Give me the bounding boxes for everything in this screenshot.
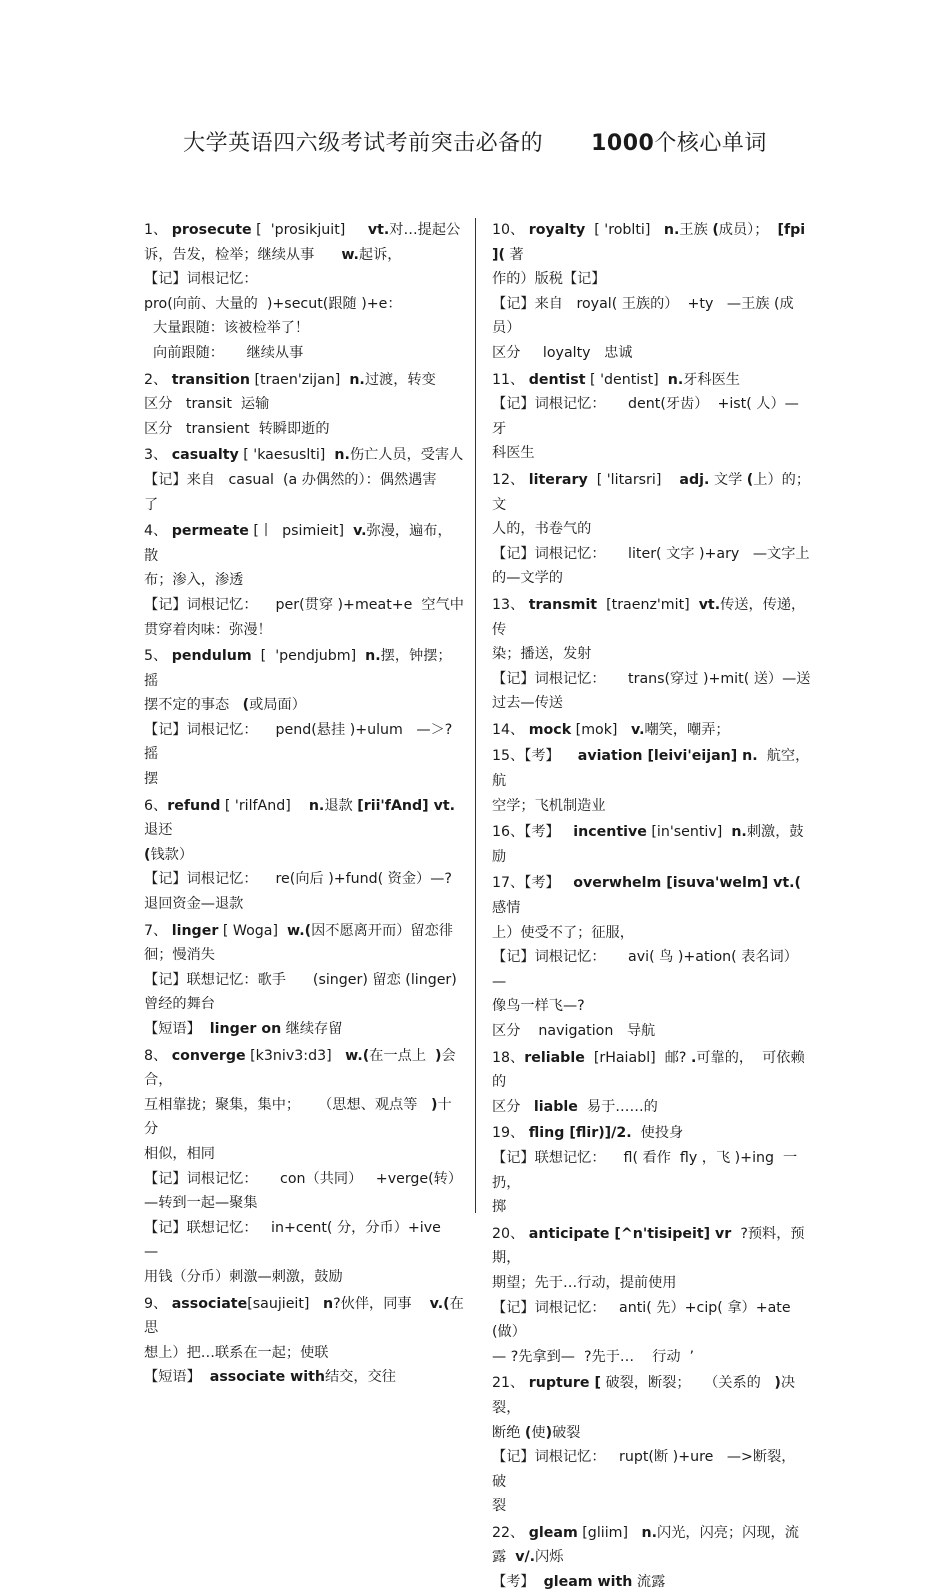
entry-line [492, 744, 812, 793]
entry-line [492, 921, 812, 946]
text: 【记】词根记忆： avi( 鸟 )+ation( 表名词）— [492, 949, 798, 990]
bold-text: v/. [515, 1549, 536, 1566]
entry-line [492, 1494, 812, 1519]
bold-text: . [690, 1049, 697, 1066]
text: 科医生 [492, 445, 535, 462]
text: 文学 [709, 471, 747, 488]
entry-line [492, 1296, 812, 1345]
bold-text: v. [353, 523, 367, 540]
entry-line [144, 417, 464, 442]
entry-line [492, 1371, 812, 1420]
text: 过渡，转变 [364, 371, 436, 388]
text: 传送，传递，传 [492, 596, 806, 638]
entry-line [144, 968, 464, 993]
bold-text: casualty [171, 447, 239, 464]
bold-text: royalty [528, 222, 586, 238]
text: 在思 [144, 1295, 464, 1337]
text: 3、 [144, 447, 172, 464]
bold-text: vt. [367, 222, 390, 238]
entry-line [492, 994, 812, 1019]
entry-line [492, 1271, 812, 1296]
text: 摆，钟摆；摇 [144, 648, 452, 689]
bold-text: linger [171, 922, 219, 939]
bold-text: ( [712, 222, 719, 238]
entry-line [492, 1345, 812, 1370]
text: 【记】联想记忆：歌手 (singer) 留恋 (linger) [144, 971, 457, 988]
bold-text: overwhelm [isuva'welm] vt.( [573, 875, 802, 892]
text: 人的，书卷气的 [492, 521, 592, 538]
text: 12、 [492, 471, 529, 488]
text: 过去—传送 [492, 695, 563, 712]
text: 【记】词根记忆： pend(悬挂 )+ulum —＞?摇 [144, 721, 453, 763]
entry-line [144, 1365, 464, 1390]
bold-text: ) [435, 1047, 442, 1064]
text: 区分 transient 转瞬即逝的 [144, 420, 330, 437]
text: 王族 [679, 222, 713, 238]
bold-text: rupture [ [528, 1375, 601, 1392]
text: — ?先拿到— ?先于… 行动 ’ [492, 1348, 695, 1365]
entry-line [144, 943, 464, 968]
text: 退回资金—退款 [144, 896, 244, 913]
left-column [144, 218, 464, 1390]
bold-text: w.( [345, 1047, 370, 1064]
text: 想上）把…联系在一起；使联 [144, 1344, 329, 1361]
text: 【记】词根记忆： anti( 先）+cip( 拿）+ate(做） [492, 1299, 791, 1341]
entry-line [144, 843, 464, 868]
entry-line [144, 794, 464, 843]
entry-line [144, 1142, 464, 1167]
text: 了 [144, 496, 159, 513]
bold-text: n [323, 1295, 334, 1312]
text: [ 'dentist] [585, 371, 668, 388]
text: 8、 [144, 1047, 172, 1064]
text: 【记】联想记忆： in+cent( 分，分币）+ive — [144, 1219, 455, 1261]
entry-line [492, 667, 812, 692]
text: [ 'rilfAnd] [220, 797, 309, 814]
title-text: 大学英语四六级考试考前突击必备的 [183, 131, 544, 156]
entry-line [144, 1265, 464, 1290]
bold-text: incentive [573, 824, 647, 841]
bold-text: n. [731, 824, 747, 841]
text: 掷 [492, 1199, 507, 1216]
text: 区分 loyalty 忠诚 [492, 344, 633, 361]
text: 会合， [144, 1047, 456, 1089]
text: 曾经的舞台 [144, 996, 215, 1013]
text: 继续存留 [281, 1021, 343, 1037]
entry-line [492, 945, 812, 994]
text: 染；播送，发射 [492, 646, 592, 663]
text: 用钱（分币）刺激—刺激，鼓励 [144, 1268, 343, 1285]
text: [ 'litarsri] [587, 471, 680, 488]
text: 使 [531, 1424, 546, 1441]
bold-text: gleam [528, 1524, 578, 1541]
text: [in'sentiv] [646, 824, 732, 841]
bold-text: [rii'fAnd] vt. [357, 797, 456, 814]
text: 牙科医生 [683, 371, 740, 388]
text: 【记】词根记忆： [144, 271, 258, 288]
text: 【考】 [492, 1574, 544, 1591]
bold-text: v. [630, 721, 645, 738]
entry-line [492, 871, 812, 920]
bold-text: associate with [209, 1369, 326, 1386]
entry-line [492, 441, 812, 466]
entry-line [144, 767, 464, 792]
text: 对…提起公 [389, 222, 461, 238]
text: 决裂， [492, 1375, 796, 1416]
text: 【记】词根记忆： dent(牙齿） +ist( 人）—牙 [492, 396, 799, 437]
text: 露 [492, 1549, 516, 1566]
text: 6、 [144, 797, 168, 814]
entry-line [492, 1121, 812, 1146]
text: pro(向前、大量的 )+secut(跟随 )+e： [144, 295, 402, 312]
entry-line [492, 392, 812, 441]
text: [k3niv3:d3] [245, 1047, 346, 1064]
text: 【记】来自 casual (a 办偶然的）：偶然遇害 [144, 471, 437, 488]
entry-line [144, 1117, 464, 1142]
text: 摆 [144, 771, 159, 788]
text: 诉，告发，检举；继续从事 [144, 246, 342, 263]
text: 20、 [492, 1225, 529, 1242]
text: [ 'prosikjuit] [251, 222, 368, 238]
text: 起诉， [358, 246, 402, 263]
entry-line [492, 218, 812, 267]
text: 上）的；文 [492, 471, 811, 513]
entry-line [492, 1521, 812, 1546]
entry-line [492, 691, 812, 716]
bold-text: n. [667, 371, 684, 388]
entry-line [144, 468, 464, 493]
text: 破裂，断裂； （关系的 [600, 1375, 775, 1392]
entry-line [144, 1191, 464, 1216]
bold-text: transmit [528, 596, 598, 613]
entry-line [492, 1095, 812, 1120]
text: 区分 [492, 1098, 534, 1115]
entry-line [492, 1445, 812, 1494]
text: 区分 transit 运输 [144, 396, 270, 413]
text: 感情 [492, 875, 811, 917]
title-number: 1000 [591, 131, 655, 156]
entry-line [144, 1017, 464, 1042]
bold-text: ) [774, 1375, 781, 1392]
entry-line [144, 992, 464, 1017]
entry-line [144, 392, 464, 417]
entry-line [144, 1292, 464, 1341]
entry-line [144, 1167, 464, 1192]
entry-line [144, 292, 464, 317]
text: 贯穿着肉味：弥漫！ [144, 621, 272, 638]
bold-text: pendulum [171, 648, 252, 665]
text: 像鸟一样飞—? [492, 998, 585, 1015]
text: 11、 [492, 371, 529, 388]
bold-text: associate [171, 1295, 248, 1312]
bold-text: ( [144, 846, 151, 863]
text: 9、 [144, 1295, 172, 1312]
text: 退款 [324, 797, 358, 814]
entry-line [144, 1216, 464, 1265]
text: 5、 [144, 648, 172, 665]
text: 13、 [492, 596, 529, 613]
bold-text: anticipate [^n'tisipeit] vr [528, 1225, 732, 1242]
text: 15、【考】 [492, 748, 578, 765]
text: [gliim] [577, 1524, 642, 1541]
entry-line [144, 443, 464, 468]
entry-line [492, 517, 812, 542]
text: 14、 [492, 721, 529, 738]
bold-text: mock [528, 721, 572, 738]
text: 结交，交往 [325, 1369, 396, 1386]
text: [traenz'mit] [597, 596, 699, 613]
text: 航空，航 [492, 748, 810, 790]
entry-line [492, 794, 812, 819]
entry-line [144, 644, 464, 693]
text: 断绝 [492, 1424, 525, 1441]
entry-line [144, 867, 464, 892]
entry-line [144, 618, 464, 643]
text: [ 'kaesuslti] [238, 447, 335, 464]
text: 17、【考】 [492, 875, 574, 892]
bold-text: ( [746, 471, 754, 488]
entry-line [492, 1222, 812, 1271]
text: 1、 [144, 222, 172, 238]
text: [traen'zijan] [250, 371, 350, 388]
text: 大量跟随：该被检举了！ [144, 320, 310, 337]
text: ?伙伴，同事 [333, 1295, 430, 1312]
bold-text: w.( [287, 922, 312, 939]
text: 的—文学的 [492, 570, 563, 587]
bold-text: aviation [leivi'eijan] n. [577, 748, 758, 765]
text: 【短语】 [144, 1021, 210, 1037]
entry-line [144, 519, 464, 568]
text: 【短语】 [144, 1369, 210, 1386]
bold-text: ( [524, 1424, 532, 1441]
bold-text: adj. [679, 471, 710, 488]
text: 因不愿离开而）留恋徘 [311, 922, 453, 939]
text: 闪光，闪亮；闪现，流 [657, 1524, 799, 1541]
entry-line [144, 218, 464, 243]
text: 7、 [144, 922, 172, 939]
text: 分 [144, 1121, 159, 1138]
bold-text: gleam with [543, 1574, 633, 1591]
entry-line [144, 267, 464, 292]
text: [mok] [571, 721, 631, 738]
text: [saujieit] [247, 1295, 323, 1312]
text: 【记】词根记忆： liter( 文字 )+ary —文字上 [492, 545, 810, 562]
text: 十 [437, 1096, 452, 1113]
text: 2、 [144, 371, 172, 388]
text: 空学；飞机制造业 [492, 797, 606, 814]
entry-line [492, 1421, 812, 1446]
entry-line [492, 1545, 812, 1570]
text: 18、 [492, 1049, 525, 1066]
bold-text: liable [533, 1098, 578, 1115]
text: 钱款） [150, 846, 194, 863]
text: 【记】词根记忆： trans(穿过 )+mit( 送）—送 [492, 670, 811, 687]
entry-line [492, 642, 812, 667]
entry-line [144, 1093, 464, 1118]
text: 作的）版税【记】 [492, 271, 606, 288]
text: 【记】联想记忆： fl( 看作 fly ，飞 )+ing 一扔， [492, 1149, 798, 1191]
text: 伤亡人员，受害人 [349, 447, 464, 464]
text: [ 'pendjubm] [251, 648, 366, 665]
bold-text: ) [430, 1096, 438, 1113]
text: 易于……的 [577, 1098, 658, 1115]
text: 或局面） [249, 697, 306, 714]
entry-line [144, 1341, 464, 1366]
entry-line [492, 718, 812, 743]
text: [rHaiabl] 邮? [584, 1049, 691, 1066]
bold-text: ( [242, 697, 250, 714]
text: 刺激，鼓励 [492, 824, 804, 865]
text: 著 [504, 246, 524, 263]
text: [丨 psimieit] [248, 523, 354, 540]
entry-line [144, 316, 464, 341]
entry-line [144, 368, 464, 393]
bold-text: [fpi ]( [492, 222, 811, 263]
bold-text: prosecute [171, 222, 252, 238]
text: 使投身 [631, 1125, 684, 1142]
text: 上）使受不了；征服， [492, 924, 634, 941]
entry-line [492, 292, 812, 341]
text: 【记】词根记忆： rupt(断 )+ure —>断裂， 破 [492, 1449, 805, 1490]
entry-line [492, 1195, 812, 1220]
entry-line [492, 593, 812, 642]
bold-text: ) [545, 1424, 553, 1441]
entry-line [144, 1044, 464, 1093]
text: 10、 [492, 222, 529, 238]
column-divider [475, 218, 476, 1213]
bold-text: fling [flir)]/2. [528, 1125, 632, 1142]
text: 在一点上 [369, 1047, 436, 1064]
entry-line [492, 1046, 812, 1095]
entry-line [492, 1570, 812, 1595]
text: 成员）； [718, 222, 778, 238]
bold-text: n. [663, 222, 680, 238]
page-title [0, 126, 950, 157]
entry-line [492, 468, 812, 517]
entry-line [144, 341, 464, 366]
text: 徊；慢消失 [144, 947, 215, 964]
entry-line [492, 341, 812, 366]
text: 【记】词根记忆： con（共同） +verge(转） [144, 1170, 463, 1187]
bold-text: converge [171, 1047, 246, 1064]
text: 22、 [492, 1524, 529, 1541]
text: 摆不定的事态 [144, 697, 243, 714]
text: ?预料，预期， [492, 1225, 805, 1267]
bold-text: linger on [209, 1021, 282, 1037]
entry-line [144, 919, 464, 944]
entry-line [492, 820, 812, 869]
bold-text: vt. [698, 596, 721, 613]
title-tail: 个核心单词 [654, 131, 767, 156]
entry-line [144, 493, 464, 518]
entry-line [144, 718, 464, 767]
entry-line [492, 267, 812, 292]
text: 退还 [144, 797, 465, 839]
entry-line [492, 1146, 812, 1195]
text: 流露 [632, 1574, 666, 1591]
entry-line [144, 693, 464, 718]
entry-line [144, 593, 464, 618]
bold-text: literary [528, 471, 588, 488]
entry-line [492, 566, 812, 591]
text: 【记】词根记忆： re(向后 )+fund( 资金）—? [144, 871, 452, 888]
bold-text: n. [349, 371, 365, 388]
text: 布；渗入，渗透 [144, 572, 244, 589]
text: 【记】词根记忆： per(贯穿 )+meat+e 空气中 [144, 596, 464, 613]
bold-text: permeate [171, 523, 249, 540]
entry-line [492, 368, 812, 393]
entry-line [144, 568, 464, 593]
bold-text: dentist [528, 371, 586, 388]
bold-text: reliable [524, 1049, 585, 1066]
text: 嘲笑，嘲弄； [644, 721, 730, 738]
text: 破裂 [552, 1424, 581, 1441]
bold-text: n. [334, 447, 350, 464]
text: [ Woga] [218, 922, 288, 939]
text: 可靠的， 可依赖的 [492, 1049, 805, 1091]
entry-line [144, 892, 464, 917]
bold-text: v.( [429, 1295, 450, 1312]
text: 19、 [492, 1125, 529, 1142]
bold-text: n. [365, 648, 381, 665]
text: 期望；先于…行动，提前使用 [492, 1274, 677, 1291]
text: 弥漫，遍布，散 [144, 523, 452, 564]
text: 互相靠拢；聚集，集中； （思想、观点等 [144, 1096, 431, 1113]
text: 区分 navigation 导航 [492, 1023, 656, 1039]
text: —转到一起—聚集 [144, 1195, 258, 1212]
bold-text: w. [341, 246, 359, 263]
bold-text: n. [641, 1524, 658, 1541]
text: [ 'roblti] [585, 222, 664, 238]
text: 闪烁 [535, 1549, 564, 1566]
text: 裂 [492, 1498, 507, 1515]
text: 向前跟随： 继续从事 [144, 344, 304, 361]
entry-line [492, 1019, 812, 1044]
text: 相似，相同 [144, 1145, 215, 1162]
text: 【记】来自 royal( 王族的） +ty —王族 (成员） [492, 295, 794, 337]
text: 21、 [492, 1375, 529, 1392]
entry-line [492, 542, 812, 567]
text: 16、【考】 [492, 824, 574, 841]
right-column [492, 218, 812, 1595]
text: 4、 [144, 523, 172, 540]
bold-text: refund [167, 797, 221, 814]
entry-line [144, 243, 464, 268]
bold-text: transition [171, 371, 250, 388]
bold-text: n. [308, 797, 325, 814]
